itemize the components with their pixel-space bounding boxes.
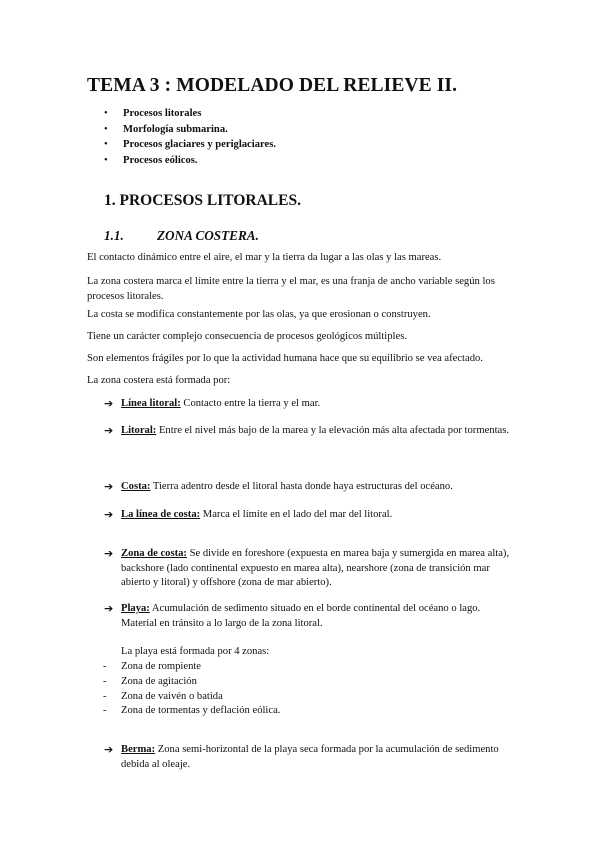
dash-bullet: - [103, 661, 107, 672]
paragraph: Tiene un carácter complejo consecuencia de procesos geológicos múltiples. [87, 331, 407, 342]
arrow-right-icon: ➔ [104, 397, 114, 410]
definition-term: Costa: [121, 481, 151, 492]
definition-term: La línea de costa: [121, 509, 201, 520]
zone-label: Zona de vaivén o batida [121, 690, 223, 702]
paragraph: La zona costera marca el límite entre la tierra y el mar, es una franja de ancho variable según los procesos litorales. [87, 276, 495, 302]
playa-zones-intro: La playa está formada por 4 zonas: [121, 646, 270, 657]
zone-label: Zona de tormentas y deflación eólica. [121, 705, 281, 717]
list-item [87, 675, 280, 690]
arrow-right-icon: ➔ [104, 508, 114, 521]
topic-label: Morfología submarina. [123, 123, 228, 135]
dash-bullet: - [103, 705, 107, 717]
topic-item [104, 153, 276, 169]
subsection-title: ZONA COSTERA. [157, 228, 259, 243]
topic-label: Procesos litorales [123, 108, 202, 119]
definition-text: Marca el límite en el lado del mar del litoral. [200, 509, 393, 520]
arrow-right-icon: ➔ [104, 602, 114, 615]
definition-item [104, 508, 514, 523]
definition-text: Acumulación de sedimento situado en el borde continental del océano o lago. Material en tránsito a lo largo de la zona litoral. [121, 603, 481, 629]
topic-item [104, 106, 276, 122]
dash-bullet: - [103, 675, 107, 687]
definition-text: Se divide en foreshore (expuesta en marea baja y sumergida en marea alta), backshore (lado continental expuesto en marea alta), nearshore (zona de transición mar abierto y litoral) y offshore (zona de mar abierto). [121, 548, 510, 588]
list-item [87, 690, 280, 705]
definition-item [104, 397, 514, 412]
playa-zones-list [87, 660, 280, 719]
definition-text: Tierra adentro desde el litoral hasta donde haya estructuras del océano. [150, 481, 453, 492]
definition-term: Playa: [121, 603, 150, 614]
definition-text: Zona semi-horizontal de la playa seca formada por la acumulación de sedimento debida al oleaje. [121, 744, 499, 770]
arrow-right-icon: ➔ [104, 424, 114, 437]
zone-label: Zona de rompiente [121, 661, 202, 672]
bullet-icon: • [104, 108, 108, 119]
topic-item [104, 137, 276, 153]
bullet-icon: • [104, 154, 108, 166]
paragraph: El contacto dinámico entre el aire, el mar y la tierra da lugar a las olas y las mareas. [87, 252, 442, 263]
definition-text: Contacto entre la tierra y el mar. [180, 398, 321, 409]
topic-list [104, 106, 276, 168]
paragraph: La costa se modifica constantemente por las olas, ya que erosionan o construyen. [87, 309, 431, 320]
topic-item [104, 122, 276, 138]
definition-item [104, 424, 514, 439]
definition-text: Entre el nivel más bajo de la marea y la elevación más alta afectada por tormentas. [156, 425, 509, 436]
paragraph: Son elementos frágiles por lo que la actividad humana hace que su equilibrio se vea afectado. [87, 353, 483, 364]
arrow-right-icon: ➔ [104, 743, 114, 756]
arrow-right-icon: ➔ [104, 547, 114, 560]
paragraph: La zona costera está formada por: [87, 375, 231, 386]
section-heading: 1. PROCESOS LITORALES. [104, 192, 301, 209]
definition-item [104, 602, 514, 631]
subsection-heading [104, 228, 259, 244]
list-item [87, 704, 280, 719]
bullet-icon: • [104, 139, 108, 150]
definition-term: Litoral: [121, 425, 157, 436]
definition-item [104, 480, 514, 495]
definition-item [104, 743, 514, 772]
topic-label: Procesos eólicos. [123, 154, 198, 166]
zone-label: Zona de agitación [121, 675, 197, 687]
definition-term: Zona de costa: [121, 548, 187, 559]
definition-item [104, 547, 514, 591]
subsection-number: 1.1. [104, 228, 124, 243]
document-title: TEMA 3 : MODELADO DEL RELIEVE II. [87, 75, 458, 96]
list-item [87, 660, 280, 675]
definition-term: Línea litoral: [121, 398, 181, 409]
definition-term: Berma: [121, 744, 156, 755]
arrow-right-icon: ➔ [104, 480, 114, 493]
topic-label: Procesos glaciares y periglaciares. [123, 139, 276, 150]
dash-bullet: - [103, 690, 107, 702]
bullet-icon: • [104, 123, 108, 135]
